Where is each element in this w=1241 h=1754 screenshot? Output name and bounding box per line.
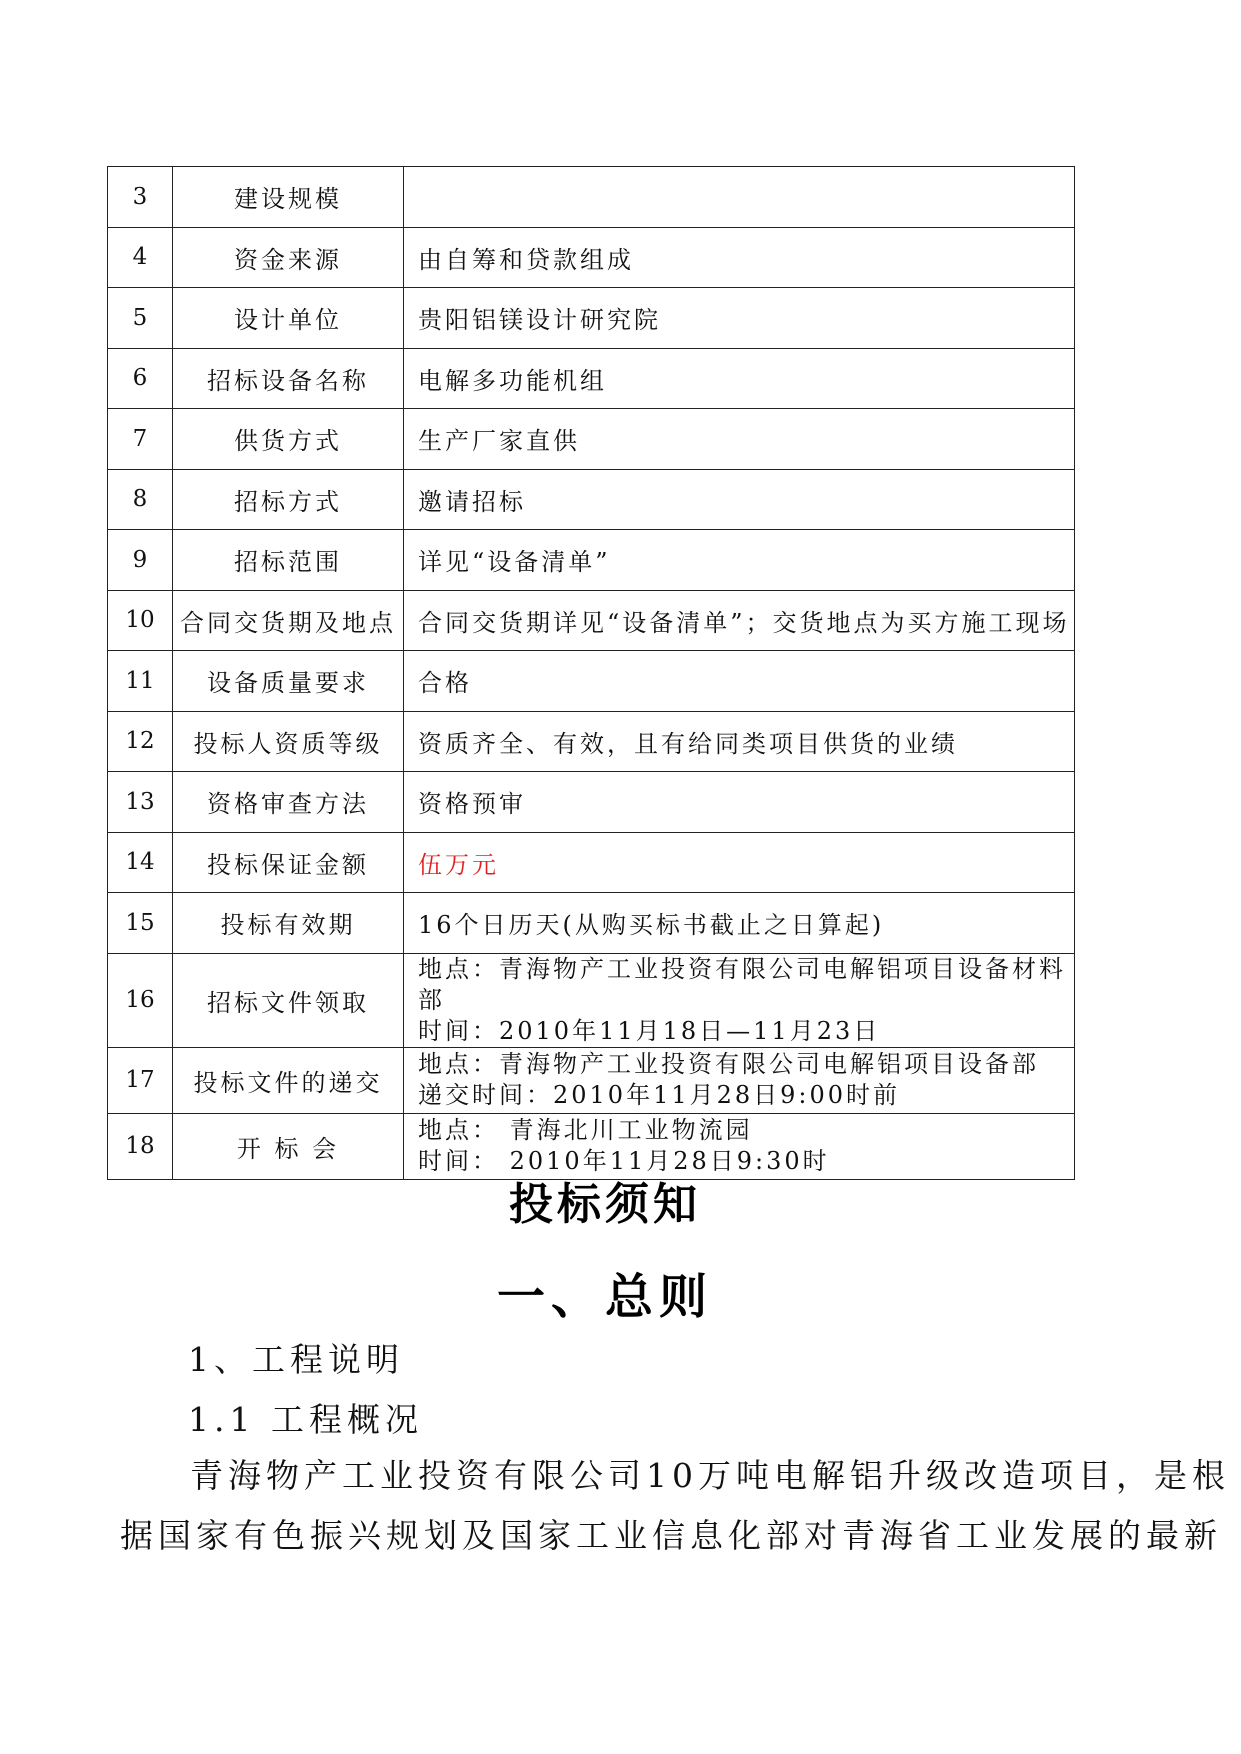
value-line: 地点：青海物产工业投资有限公司电解铝项目设备部	[418, 1050, 1039, 1078]
row-number: 13	[108, 772, 173, 833]
row-item: 招标文件领取	[173, 953, 404, 1047]
table-row	[108, 711, 1075, 772]
row-value: 由自筹和贷款组成	[404, 227, 1075, 288]
row-number: 11	[108, 651, 173, 712]
table-row	[108, 651, 1075, 712]
row-number: 3	[108, 167, 173, 228]
row-item: 资金来源	[173, 227, 404, 288]
row-item: 招标方式	[173, 469, 404, 530]
bid-bond-amount: 伍万元	[404, 832, 1075, 893]
value-line: 地点： 青海北川工业物流园	[418, 1116, 753, 1144]
row-value: 电解多功能机组	[404, 348, 1075, 409]
table-row	[108, 1047, 1075, 1113]
table-row	[108, 167, 1075, 228]
row-value	[404, 167, 1075, 228]
value-line: 时间： 2010年11月28日9:30时	[418, 1147, 830, 1175]
row-value: 合同交货期详见“设备清单”；交货地点为买方施工现场	[404, 590, 1075, 651]
table-row	[108, 227, 1075, 288]
row-value: 资格预审	[404, 772, 1075, 833]
row-number: 6	[108, 348, 173, 409]
row-number: 12	[108, 711, 173, 772]
row-item: 投标有效期	[173, 893, 404, 954]
row-value	[404, 953, 1075, 1047]
row-item: 投标保证金额	[173, 832, 404, 893]
row-number: 18	[108, 1113, 173, 1179]
row-item: 招标范围	[173, 530, 404, 591]
row-item: 设备质量要求	[173, 651, 404, 712]
value-line: 时间：2010年11月18日—11月23日	[418, 1016, 881, 1045]
row-number: 7	[108, 409, 173, 470]
row-number: 15	[108, 893, 173, 954]
row-value: 资质齐全、有效，且有给同类项目供货的业绩	[404, 711, 1075, 772]
row-number: 17	[108, 1047, 173, 1113]
row-value: 16个日历天(从购买标书截止之日算起)	[404, 893, 1075, 954]
row-value: 合格	[404, 651, 1075, 712]
table-row	[108, 530, 1075, 591]
row-value: 邀请招标	[404, 469, 1075, 530]
row-number: 16	[108, 953, 173, 1047]
table-row	[108, 590, 1075, 651]
row-item: 开 标 会	[173, 1113, 404, 1179]
row-item: 投标文件的递交	[173, 1047, 404, 1113]
document-title: 投标须知	[509, 1179, 701, 1230]
row-value: 贵阳铝镁设计研究院	[404, 288, 1075, 349]
row-value: 生产厂家直供	[404, 409, 1075, 470]
table-row	[108, 832, 1075, 893]
row-number: 4	[108, 227, 173, 288]
table-row	[108, 469, 1075, 530]
subsection-heading: 1.1 工程概况	[188, 1400, 423, 1439]
row-number: 14	[108, 832, 173, 893]
paragraph-line: 据国家有色振兴规划及国家工业信息化部对青海省工业发展的最新	[120, 1516, 1222, 1555]
table-row	[108, 409, 1075, 470]
row-item: 投标人资质等级	[173, 711, 404, 772]
row-item: 资格审查方法	[173, 772, 404, 833]
table-row	[108, 288, 1075, 349]
paragraph-line: 青海物产工业投资有限公司10万吨电解铝升级改造项目，是根	[190, 1456, 1230, 1495]
row-number: 9	[108, 530, 173, 591]
row-item: 供货方式	[173, 409, 404, 470]
row-item: 建设规模	[173, 167, 404, 228]
section-title: 一、总则	[496, 1269, 713, 1325]
row-number: 8	[108, 469, 173, 530]
bid-info-table	[107, 166, 1075, 1180]
table-row	[108, 772, 1075, 833]
subsection-heading: 1、工程说明	[188, 1340, 404, 1379]
table-row	[108, 893, 1075, 954]
row-value	[404, 1047, 1075, 1113]
row-number: 10	[108, 590, 173, 651]
value-line: 地点：青海物产工业投资有限公司电解铝项目设备材料部	[418, 954, 1066, 1014]
value-line: 递交时间：2010年11月28日9:00时前	[418, 1081, 901, 1109]
table-row	[108, 348, 1075, 409]
row-item: 设计单位	[173, 288, 404, 349]
row-number: 5	[108, 288, 173, 349]
row-item: 招标设备名称	[173, 348, 404, 409]
row-item: 合同交货期及地点	[173, 590, 404, 651]
row-value: 详见“设备清单”	[404, 530, 1075, 591]
table-row	[108, 953, 1075, 1047]
